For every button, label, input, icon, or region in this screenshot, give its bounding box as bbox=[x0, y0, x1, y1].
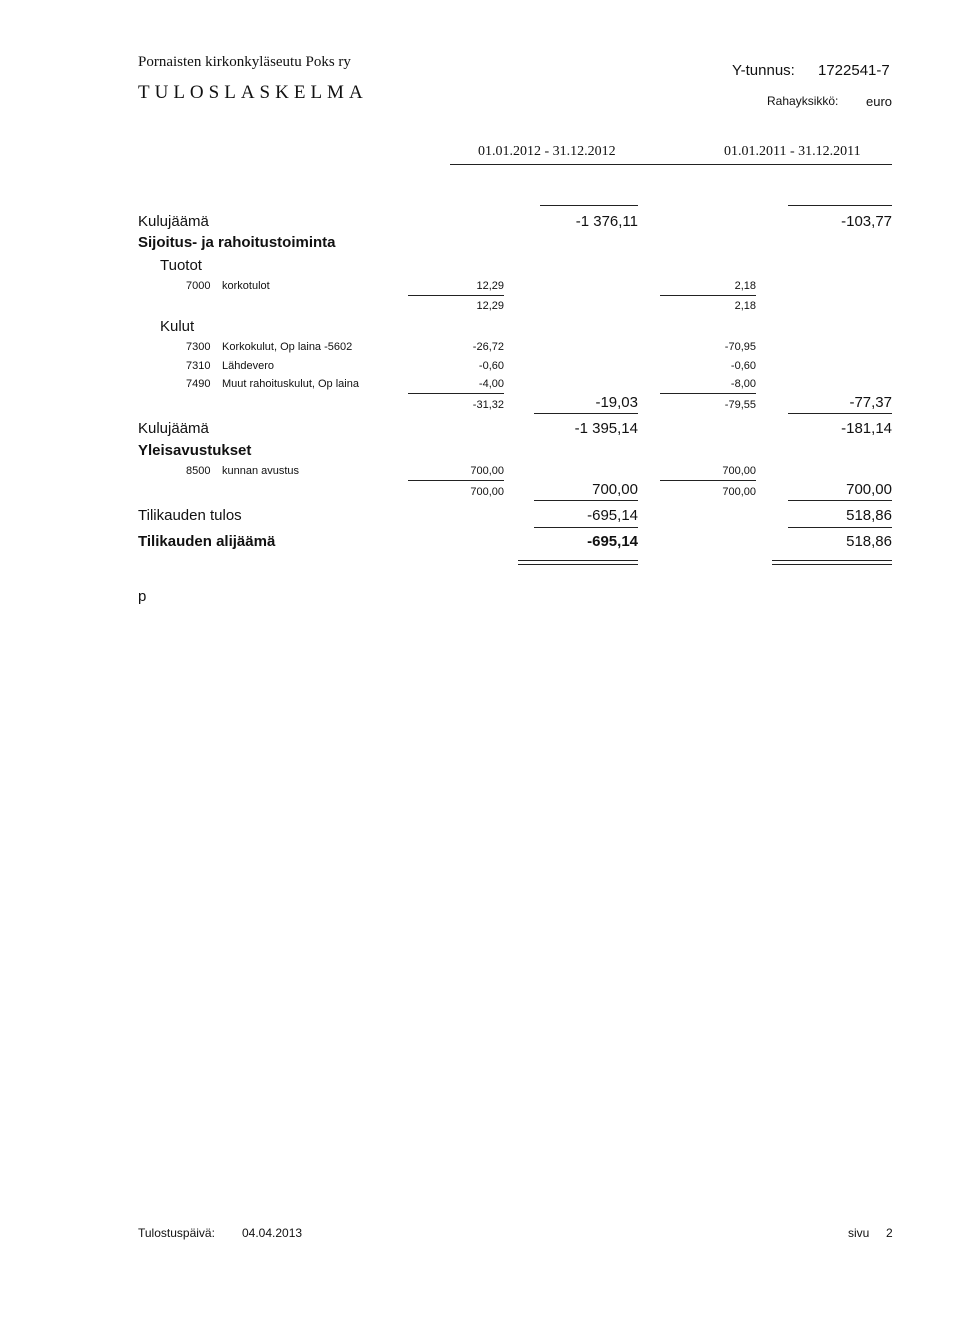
rule bbox=[788, 413, 892, 414]
tilikauden-alijaama-label: Tilikauden alijäämä bbox=[138, 533, 276, 550]
period-previous: 01.01.2011 - 31.12.2011 bbox=[724, 144, 861, 159]
account-code: 8500 bbox=[186, 465, 211, 477]
account-name: korkotulot bbox=[222, 280, 270, 292]
document-title: TULOSLASKELMA bbox=[138, 82, 368, 103]
rule bbox=[408, 295, 504, 296]
tilikauden-tulos-label: Tilikauden tulos bbox=[138, 507, 242, 524]
subtotal-current: -31,32 bbox=[472, 399, 504, 411]
amount-previous: -0,60 bbox=[730, 360, 756, 372]
rule bbox=[534, 413, 638, 414]
section-yleisavustukset: Yleisavustukset bbox=[138, 442, 252, 459]
kulujaama-label: Kulujäämä bbox=[138, 213, 209, 230]
ytunnus-value: 1722541-7 bbox=[818, 62, 890, 79]
amount-current: 700,00 bbox=[470, 465, 504, 477]
account-code: 7300 bbox=[186, 341, 211, 353]
rule bbox=[660, 393, 756, 394]
subtotal-previous: 700,00 bbox=[722, 486, 756, 498]
subtotal-current: 700,00 bbox=[470, 486, 504, 498]
organization-name: Pornaisten kirkonkyläseutu Poks ry bbox=[138, 54, 351, 70]
subtotal-previous: -79,55 bbox=[724, 399, 756, 411]
account-code: 7000 bbox=[186, 280, 211, 292]
double-rule bbox=[518, 564, 638, 565]
print-date-label: Tulostuspäivä: bbox=[138, 1226, 215, 1240]
section-sijoitus: Sijoitus- ja rahoitustoiminta bbox=[138, 234, 336, 251]
account-name: Lähdevero bbox=[222, 360, 274, 372]
amount-current: -4,00 bbox=[478, 378, 504, 390]
account-code: 7490 bbox=[186, 378, 211, 390]
rule bbox=[534, 500, 638, 501]
double-rule bbox=[518, 560, 638, 561]
tilikauden-tulos-current: -695,14 bbox=[587, 507, 638, 524]
total-previous: -77,37 bbox=[849, 394, 892, 411]
kulujaama-previous: -181,14 bbox=[841, 420, 892, 437]
tilikauden-alijaama-current: -695,14 bbox=[587, 533, 638, 550]
tilikauden-tulos-previous: 518,86 bbox=[846, 507, 892, 524]
stray-letter: p bbox=[138, 588, 147, 605]
rule bbox=[788, 527, 892, 528]
amount-previous: 2,18 bbox=[734, 280, 756, 292]
rule bbox=[408, 393, 504, 394]
subsection-kulut: Kulut bbox=[160, 318, 195, 335]
amount-previous: -8,00 bbox=[730, 378, 756, 390]
rule bbox=[788, 500, 892, 501]
kulujaama-previous: -103,77 bbox=[841, 213, 892, 230]
amount-current: -26,72 bbox=[472, 341, 504, 353]
account-name: Muut rahoituskulut, Op laina bbox=[222, 378, 359, 390]
ytunnus-label: Y-tunnus: bbox=[732, 62, 795, 79]
subtotal-current: 12,29 bbox=[476, 300, 504, 312]
double-rule bbox=[772, 560, 892, 561]
account-code: 7310 bbox=[186, 360, 211, 372]
amount-current: 12,29 bbox=[476, 280, 504, 292]
kulujaama-label: Kulujäämä bbox=[138, 420, 209, 437]
period-current: 01.01.2012 - 31.12.2012 bbox=[478, 144, 616, 159]
total-current: -19,03 bbox=[595, 394, 638, 411]
rule bbox=[660, 295, 756, 296]
subsection-tuotot: Tuotot bbox=[160, 257, 202, 274]
header-rule bbox=[450, 164, 892, 165]
total-previous: 700,00 bbox=[846, 481, 892, 498]
page-number: 2 bbox=[886, 1226, 893, 1240]
total-current: 700,00 bbox=[592, 481, 638, 498]
double-rule bbox=[772, 564, 892, 565]
rule bbox=[408, 480, 504, 481]
account-name: Korkokulut, Op laina -5602 bbox=[222, 341, 353, 353]
amount-current: -0,60 bbox=[478, 360, 504, 372]
rule bbox=[534, 527, 638, 528]
account-name: kunnan avustus bbox=[222, 465, 300, 477]
rule bbox=[660, 480, 756, 481]
amount-previous: -70,95 bbox=[724, 341, 756, 353]
kulujaama-current: -1 395,14 bbox=[574, 420, 638, 437]
kulujaama-current: -1 376,11 bbox=[575, 213, 638, 230]
rule bbox=[540, 205, 638, 206]
page-label: sivu bbox=[848, 1226, 870, 1240]
amount-previous: 700,00 bbox=[722, 465, 756, 477]
tilikauden-alijaama-previous: 518,86 bbox=[846, 533, 892, 550]
currency-value: euro bbox=[866, 94, 893, 109]
rule bbox=[788, 205, 892, 206]
print-date-value: 04.04.2013 bbox=[242, 1226, 303, 1240]
currency-label: Rahayksikkö: bbox=[767, 94, 839, 108]
subtotal-previous: 2,18 bbox=[734, 300, 756, 312]
